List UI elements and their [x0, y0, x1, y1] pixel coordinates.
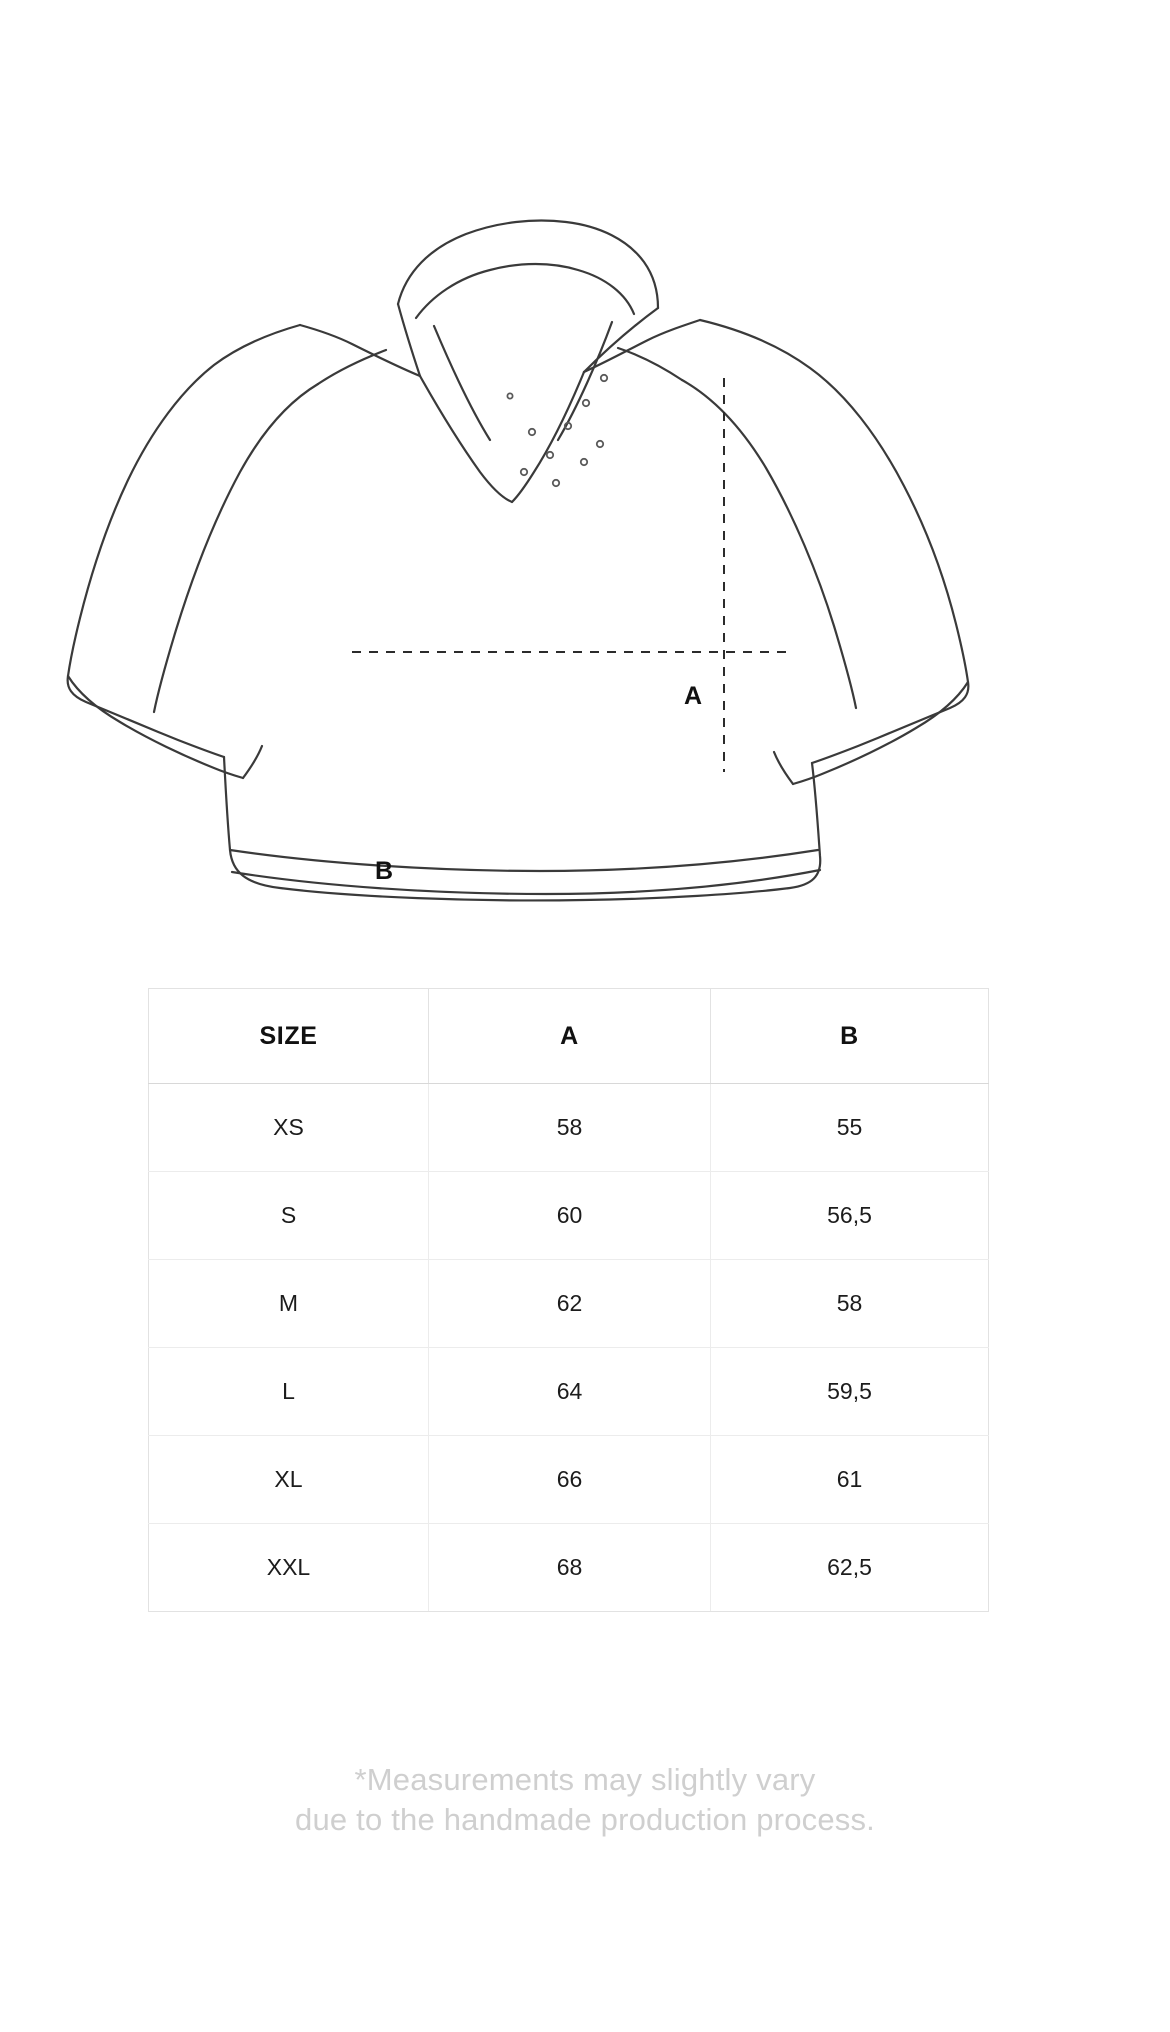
cell-size: M — [149, 1260, 429, 1348]
garment-illustration — [0, 200, 1170, 940]
cell-a: 58 — [429, 1084, 711, 1172]
cell-b: 61 — [711, 1436, 989, 1524]
cell-size: XL — [149, 1436, 429, 1524]
cell-b: 58 — [711, 1260, 989, 1348]
measurement-guides — [352, 378, 794, 772]
cell-b: 56,5 — [711, 1172, 989, 1260]
table-row — [149, 1524, 989, 1612]
sweatshirt-line-drawing — [0, 200, 1170, 940]
cell-a: 62 — [429, 1260, 711, 1348]
measurement-disclaimer — [0, 1760, 1170, 1841]
cell-a: 66 — [429, 1436, 711, 1524]
cell-size: XXL — [149, 1524, 429, 1612]
table-row — [149, 1172, 989, 1260]
column-header-size: SIZE — [149, 989, 429, 1084]
table-row — [149, 1260, 989, 1348]
cell-a: 64 — [429, 1348, 711, 1436]
table-row — [149, 1348, 989, 1436]
cell-a: 60 — [429, 1172, 711, 1260]
measurement-label-b: B — [375, 857, 394, 885]
table-row — [149, 1436, 989, 1524]
disclaimer-line-1: *Measurements may slightly vary — [354, 1762, 816, 1797]
table-header-row — [149, 989, 989, 1084]
measurement-label-a: A — [684, 682, 703, 710]
column-header-b: B — [711, 989, 989, 1084]
cell-size: L — [149, 1348, 429, 1436]
size-chart — [148, 988, 988, 1612]
cell-size: XS — [149, 1084, 429, 1172]
column-header-a: A — [429, 989, 711, 1084]
cell-a: 68 — [429, 1524, 711, 1612]
size-table — [148, 988, 989, 1612]
disclaimer-line-2: due to the handmade production process. — [295, 1802, 875, 1838]
cell-b: 59,5 — [711, 1348, 989, 1436]
table-row — [149, 1084, 989, 1172]
cell-b: 55 — [711, 1084, 989, 1172]
cell-size: S — [149, 1172, 429, 1260]
cell-b: 62,5 — [711, 1524, 989, 1612]
